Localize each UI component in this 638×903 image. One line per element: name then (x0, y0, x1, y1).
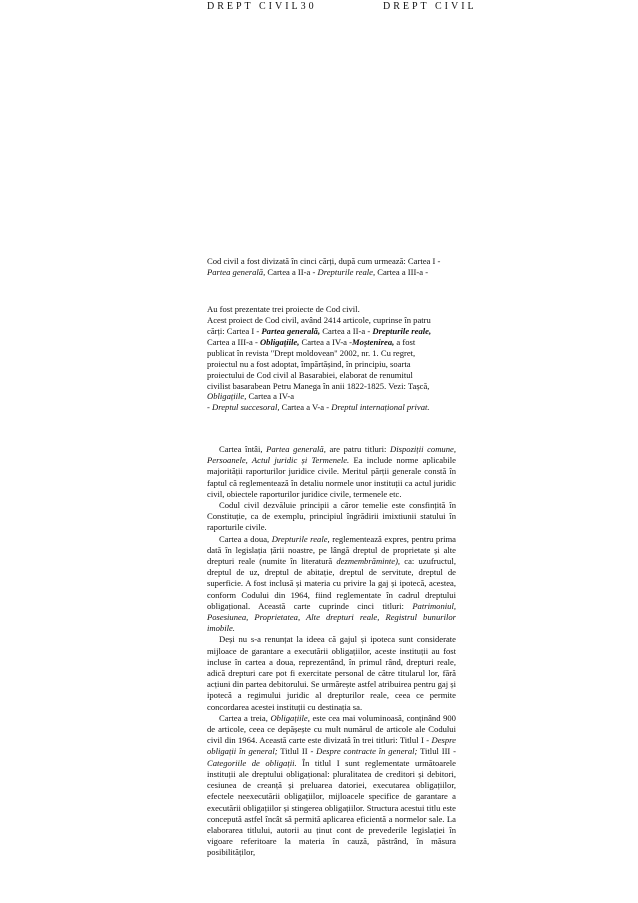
footnote-block-1 (207, 256, 457, 278)
italic-text: Partea generală, (207, 267, 266, 277)
text: Titlul III - (417, 746, 456, 757)
paragraph-pledge: Deși nu s-a renunțat la ideea că gajul și ipoteca sunt considerate mijloace de garantare a executării obligațiilor, aceste instituții au fost incluse în cartea a doua, reprezentând, în primul rând, drepturi reale, adică drepturi care pot fi exercitate personal de către titularul lor, fără acțiuni din partea debitorului. Se urmărește astfel atribuirea pentru gaj și ipotecă a regimului juridic al drepturilor reale, ceea ce permite concordarea acestei instituții cu destinația sa. (207, 634, 456, 712)
text: proiectului de Cod civil al Basarabiei, elaborat de renumitul (207, 370, 413, 380)
italic-text: Despre contracte în general; (316, 746, 418, 757)
footnote-block-2 (207, 304, 457, 392)
text: ca: uzufructul, dreptul de uz, dreptul de abitație, dreptul de servitute, dreptul de superficie. A fost inclusă și materia cu privire la gaj și ipotecă, acestea, conform Codului din 1964, fiind reglementate în cadrul dreptului obligațional. Această carte cuprinde cinci titluri: (207, 556, 456, 611)
italic-text: Patrimoniul, Posesiunea, Proprietatea, Alte drepturi reale, Registrul bunurilor imobile. (207, 600, 456, 634)
bold-italic-text: Obligațiile, (259, 337, 300, 347)
bold-italic-text: Drepturile reale, (372, 326, 432, 336)
bold-italic-text: Partea generală, (261, 326, 321, 336)
italic-text: Obligațiile, (270, 712, 310, 723)
italic-text: Drepturile reale, (317, 267, 376, 277)
italic-text: Dreptul succesoral, (212, 402, 280, 412)
text: Cartea a V-a - (279, 402, 332, 412)
text: civilist basarabean Petru Manega în anii 1822-1825. Vezi: Tașcă, (207, 381, 430, 391)
text: Cartea a II-a - (320, 326, 373, 336)
italic-text: Dispoziții comune, Persoanele, Actul juridic și Termenele. (207, 444, 456, 466)
paragraph-principles: Codul civil dezvăluie principii a căror temelie este consfințită în Constituție, ca de exemplu, principiul îngrădirii imixtiunii statului în raporturile civile. (207, 500, 456, 533)
footnote-line (207, 304, 457, 315)
text: Cartea a treia, (219, 712, 271, 723)
footnote-line (207, 391, 457, 413)
text: Titlul II - (277, 746, 317, 757)
text: a fost (394, 337, 416, 347)
text: Cartea întâi, (219, 444, 267, 454)
text: publicat în revista "Drept moldovean" 2002, nr. 1. Cu regret, (207, 348, 416, 358)
body-text (207, 444, 456, 859)
italic-text: Obligațiile, (207, 391, 247, 401)
paragraph-book-two (207, 534, 456, 635)
footnote-line (207, 256, 457, 278)
running-header-right: DREPT CIVIL (383, 1, 477, 12)
text: Cartea a III-a - (207, 337, 260, 347)
text: În titlul I sunt reglementate următoarele instituții ale dreptului obligațional: pluralitatea de creditori și debitori, cesiunea de creanță și preluarea datoriei, executarea obligațiilor, efectele neexecutării obligațiilor, mijloacele specifice de garantare a executării obligațiilor și stingerea obligațiilor. Structura acestui titlu este concepută astfel încât să permită aplicarea eficientă a normelor sale. La elaborarea titlului, autorii au ținut cont de prevederile legislației în vigoare referitoare la materia în cauză, păstrând, în măsura posibilităților, (207, 757, 456, 858)
text: proiectul nu a fost adoptat, împărtășind, în principiu, soarta (207, 359, 411, 369)
italic-text: Drepturile reale, (271, 533, 330, 544)
paragraph-book-one (207, 444, 456, 500)
paragraph-book-three (207, 713, 456, 859)
text: - (207, 402, 213, 412)
bold-italic-text: Moștenirea, (352, 337, 395, 347)
text: Cartea a IV-a (246, 391, 295, 401)
footnote-line (207, 315, 457, 392)
text: are patru titluri: (325, 444, 391, 454)
italic-text: Categoriile de obligații. (207, 757, 297, 768)
italic-text: Partea generală, (266, 444, 326, 454)
text: Au fost prezentate trei proiecte de Cod civil. (207, 304, 360, 314)
text: Ea include norme aplicabile majorității raporturilor juridice civile. Meritul părții generale constă în faptul că reglementează în detaliu normele unor instituții ca actul juridic civil, obiectele raporturilor juridice civile, termenele etc. (207, 455, 456, 499)
text: Cartea a doua, (219, 533, 272, 544)
text: este cea mai voluminoasă, conținând 900 de articole, ceea ce depășește cu mult numărul de articole ale Codului civil din 1964. Această carte este divizată în trei titluri: Titlul I - (207, 712, 456, 746)
text: Cartea a II-a - (265, 267, 318, 277)
text: cărți: Cartea I - (207, 326, 262, 336)
text: Acest proiect de Cod civil, având 2414 articole, cuprinse în patru (207, 315, 431, 325)
italic-text: Despre obligații în general; (207, 735, 456, 757)
footnote-block-3 (207, 391, 457, 413)
running-header-left: DREPT CIVIL30 (207, 1, 317, 12)
italic-text: Dreptul internațional privat. (331, 402, 430, 412)
text: Cod civil a fost divizată în cinci cărți, după cum urmează: Cartea I - (207, 256, 441, 266)
text: reglementează expres, pentru prima dată în legislația țării noastre, pe lângă dreptul de proprietate și alte drepturi reale (numite în literatură (207, 533, 456, 567)
text: Cartea a IV-a - (299, 337, 353, 347)
text: Cartea a III-a - (375, 267, 429, 277)
italic-text: dezmembrăminte), (336, 556, 401, 567)
